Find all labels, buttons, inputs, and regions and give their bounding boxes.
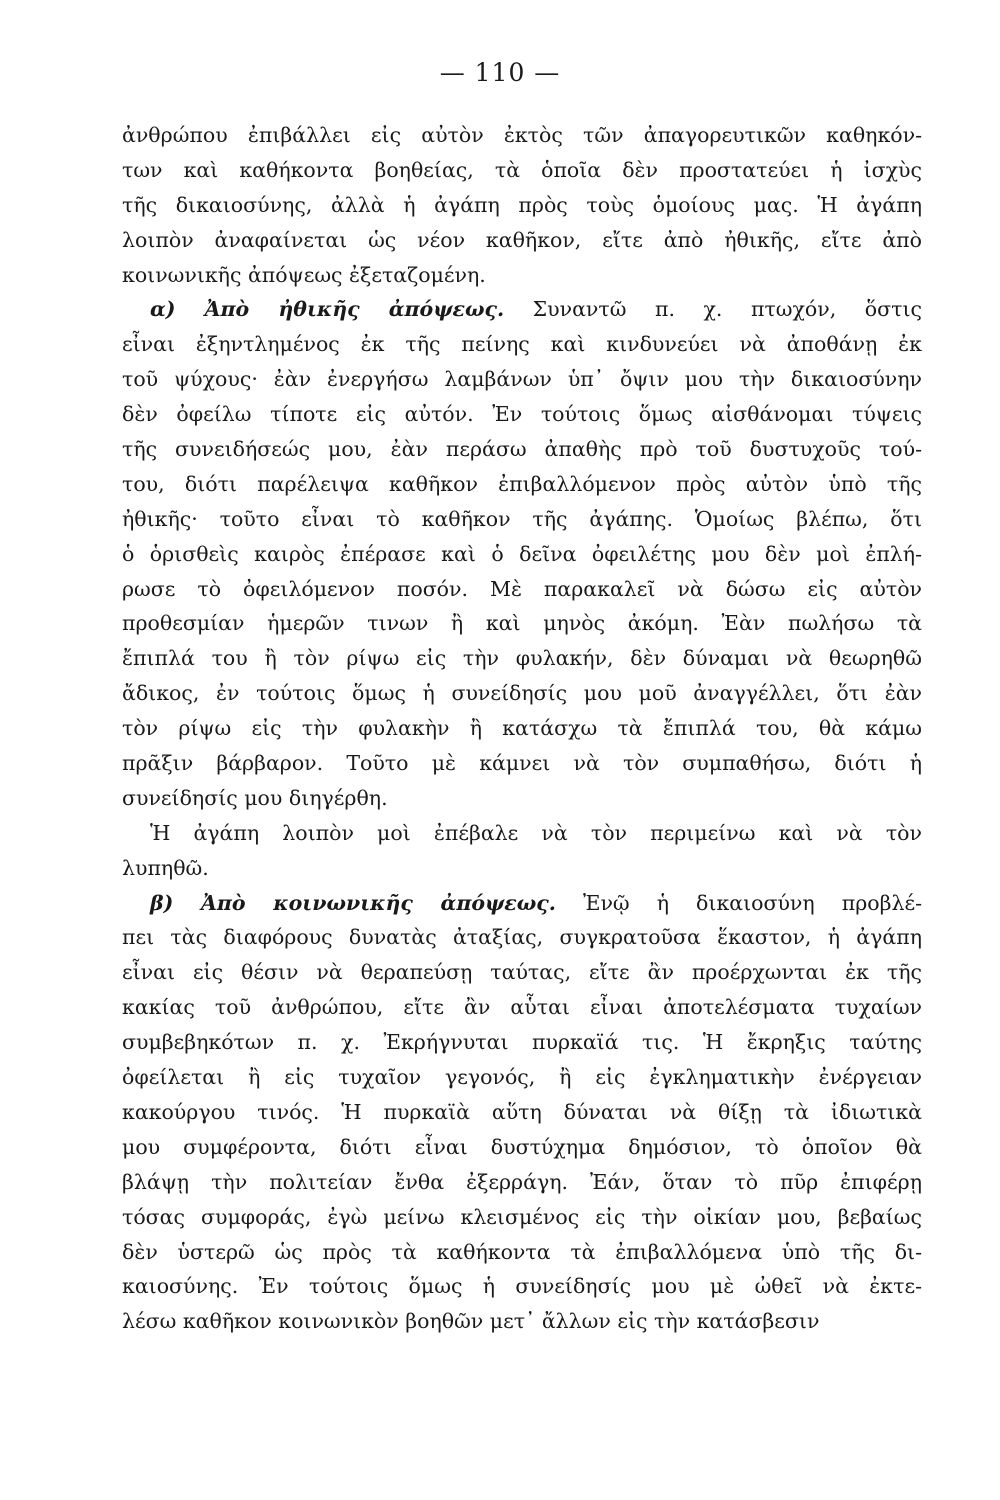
text-line: τὸν ρίψω εἰς τὴν φυλακὴν ἢ κατάσχω τὰ ἔπιπλά του, θὰ κάμω [122,716,922,741]
text-line: συνείδησίς μου διηγέρθη. [122,785,388,810]
text-line: ἄδικος, ἐν τούτοις ὅμως ἡ συνείδησίς μου μοῦ ἀναγγέλλει, ὅτι ἐὰν [122,681,922,706]
text-line: ἀνθρώπου ἐπιβάλλει εἰς αὐτὸν ἐκτὸς τῶν ἀπαγορευτικῶν καθηκόν- [122,123,922,147]
text-line: τόσας συμφοράς, ἐγὼ μείνω κλεισμένος εἰς τὴν οἰκίαν μου, βεβαίως [122,1204,922,1229]
text-line: δὲν ὑστερῶ ὡς πρὸς τὰ καθήκοντα τὰ ἐπιβαλλόμενα ὑπὸ τῆς δι- [122,1239,922,1264]
text-line: κοινωνικῆς ἀπόψεως ἐξεταζομένη. [122,262,486,287]
text-line: προθεσμίαν ἡμερῶν τινων ἢ καὶ μηνὸς ἀκόμη. Ἐὰν πωλήσω τὰ [122,611,922,636]
text-line: Συναντῶ π. χ. πτωχόν, ὅστις [532,297,922,322]
text-line: τοῦ ψύχους· ἐὰν ἐνεργήσω λαμβάνων ὑπ᾿ ὄψιν μου τὴν δικαιοσύνην [122,367,922,392]
section-b-first-line [122,886,922,921]
text-line: εἶναι ἐξηντλημένος ἐκ τῆς πείνης καὶ κινδυνεύει νὰ ἀποθάνῃ ἐκ [122,332,922,357]
text-line: ὀφείλεται ἢ εἰς τυχαῖον γεγονός, ἢ εἰς ἐγκληματικὴν ἐνέργειαν [122,1065,922,1090]
text-line: κακούργου τινός. Ἡ πυρκαϊὰ αὕτη δύναται νὰ θίξῃ τὰ ἰδιωτικὰ [122,1099,922,1124]
text-line: του, διότι παρέλειψα καθῆκον ἐπιβαλλόμενον πρὸς αὐτὸν ὑπὸ τῆς [122,471,922,496]
text-line: συμβεβηκότων π. χ. Ἐκρήγνυται πυρκαϊά τις. Ἡ ἔκρηξις ταύτης [122,1030,922,1055]
text-line: Ἐνῷ ἡ δικαιοσύνη προβλέ- [582,890,922,915]
text-line: ἔπιπλά του ἢ τὸν ρίψω εἰς τὴν φυλακήν, δὲν δύναμαι νὰ θεωρηθῶ [122,646,922,671]
text-line: λοιπὸν ἀναφαίνεται ὡς νέον καθῆκον, εἴτε ἀπὸ ἠθικῆς, εἴτε ἀπὸ [122,227,922,252]
text-line: πει τὰς διαφόρους δυνατὰς ἀταξίας, συγκρατοῦσα ἕκαστον, ἡ ἀγάπη [122,925,922,950]
page-number: — 110 — [439,58,561,87]
section-a-first-line [122,292,922,327]
text-line: τῆς συνειδήσεώς μου, ἐὰν περάσω ἀπαθὴς πρὸ τοῦ δυστυχοῦς τού- [122,437,922,462]
text-line: δὲν ὀφείλω τίποτε εἰς αὐτόν. Ἐν τούτοις ὅμως αἰσθάνομαι τύψεις [122,402,922,427]
text-line: λυπηθῶ. [122,855,209,880]
text-line: των καὶ καθήκοντα βοηθείας, τὰ ὁποῖα δὲν προστατεύει ἡ ἰσχὺς [122,157,922,182]
text-line: Ἡ ἀγάπη λοιπὸν μοὶ ἐπέβαλε νὰ τὸν περιμείνω καὶ νὰ τὸν [150,820,922,845]
text-line: λέσω καθῆκον κοινωνικὸν βοηθῶν μετ᾿ ἄλλων εἰς τὴν κατάσβεσιν [122,1309,820,1334]
text-line: κακίας τοῦ ἀνθρώπου, εἴτε ἂν αὗται εἶναι ἀποτελέσματα τυχαίων [122,995,922,1020]
section-heading-social: β) Ἀπὸ κοινωνικῆς ἀπόψεως. [150,890,556,915]
section-heading-ethical: α) Ἀπὸ ἠθικῆς ἀπόψεως. [150,297,505,322]
text-line: μου συμφέροντα, διότι εἶναι δυστύχημα δημόσιον, τὸ ὁποῖον θὰ [122,1134,922,1159]
text-line: βλάψῃ τὴν πολιτείαν ἔνθα ἐξερράγη. Ἐάν, ὅταν τὸ πῦρ ἐπιφέρῃ [122,1169,922,1194]
text-line: πρᾶξιν βάρβαρον. Τοῦτο μὲ κάμνει νὰ τὸν συμπαθήσω, διότι ἡ [122,751,922,776]
text-line: εἶναι εἰς θέσιν νὰ θεραπεύσῃ ταύτας, εἴτε ἂν προέρχωνται ἐκ τῆς [122,960,922,985]
body-text [122,118,922,1339]
text-line: καιοσύνης. Ἐν τούτοις ὅμως ἡ συνείδησίς μου μὲ ὠθεῖ νὰ ἐκτε- [122,1274,922,1299]
text-line: ὁ ὁρισθεὶς καιρὸς ἐπέρασε καὶ ὁ δεῖνα ὀφειλέτης μου δὲν μοὶ ἐπλή- [122,541,922,566]
text-line: ρωσε τὸ ὀφειλόμενον ποσόν. Μὲ παρακαλεῖ νὰ δώσω εἰς αὐτὸν [122,576,922,601]
text-line: τῆς δικαιοσύνης, ἀλλὰ ἡ ἀγάπη πρὸς τοὺς ὁμοίους μας. Ἡ ἀγάπη [122,192,922,217]
text-line: ἠθικῆς· τοῦτο εἶναι τὸ καθῆκον τῆς ἀγάπης. Ὁμοίως βλέπω, ὅτι [122,506,922,531]
